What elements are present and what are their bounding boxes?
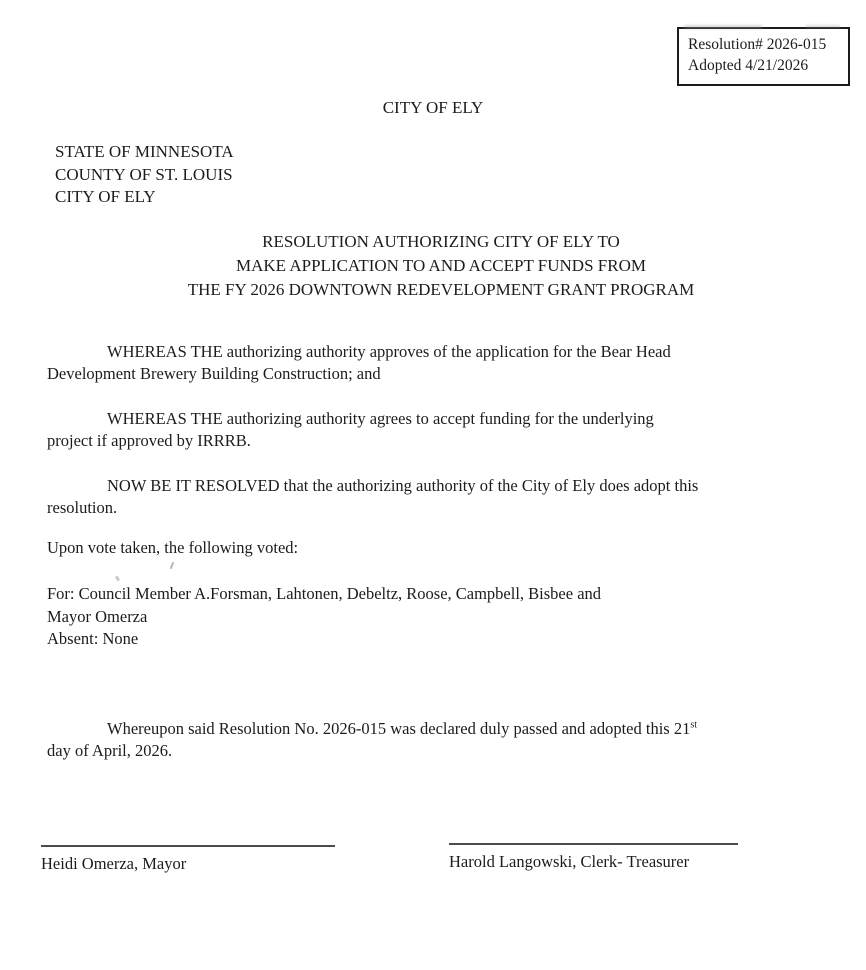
- paragraph-line: Development Brewery Building Construction; and: [47, 364, 381, 383]
- paragraph-line: resolution.: [47, 498, 118, 517]
- scan-artifact: [170, 562, 174, 569]
- resolution-stamp-box: [677, 27, 850, 86]
- stamp-adopted-date: Adopted 4/21/2026: [688, 57, 809, 74]
- paragraph-vote-results: [47, 583, 601, 651]
- document-title: CITY OF ELY: [382, 98, 484, 117]
- jurisdiction-state: STATE OF MINNESOTA: [55, 142, 234, 161]
- vote-for-line: Mayor Omerza: [47, 606, 148, 626]
- paragraph-whereas-2: [47, 408, 654, 452]
- paragraph-whereas-1: [47, 341, 671, 385]
- paragraph-vote-intro: Upon vote taken, the following voted:: [47, 538, 299, 557]
- paragraph-line: WHEREAS THE authorizing authority approves of the application for the Bear Head: [107, 342, 671, 361]
- resolution-title-line: RESOLUTION AUTHORIZING CITY OF ELY TO: [262, 232, 620, 251]
- resolution-title-line: THE FY 2026 DOWNTOWN REDEVELOPMENT GRANT PROGRAM: [187, 280, 695, 299]
- ordinal-superscript: st: [690, 719, 698, 731]
- stamp-resolution-number: Resolution# 2026-015: [688, 36, 827, 53]
- jurisdiction-block: [55, 141, 234, 209]
- scan-artifact: [115, 576, 120, 582]
- paragraph-adoption: [47, 718, 697, 762]
- scan-smudge: [806, 25, 840, 28]
- vote-for-line: For: Council Member A.Forsman, Lahtonen, Debeltz, Roose, Campbell, Bisbee and: [47, 584, 602, 603]
- vote-absent-line: Absent: None: [47, 629, 139, 648]
- jurisdiction-city: CITY OF ELY: [55, 187, 156, 206]
- signature-mayor-name: Heidi Omerza, Mayor: [41, 854, 187, 873]
- paragraph-line: NOW BE IT RESOLVED that the authorizing authority of the City of Ely does adopt this: [107, 476, 699, 495]
- signature-clerk-name: Harold Langowski, Clerk- Treasurer: [449, 852, 690, 871]
- scan-smudge: [684, 25, 762, 29]
- signature-clerk-treasurer: [449, 843, 738, 872]
- paragraph-line: [47, 718, 697, 740]
- jurisdiction-county: COUNTY OF ST. LOUIS: [55, 164, 233, 184]
- paragraph-line: project if approved by IRRRB.: [47, 431, 251, 450]
- resolution-title-line: MAKE APPLICATION TO AND ACCEPT FUNDS FROM: [236, 256, 646, 275]
- resolution-title: [8, 230, 866, 302]
- adoption-text: Whereupon said Resolution No. 2026-015 was declared duly passed and adopted this 21: [107, 719, 691, 738]
- signature-mayor: [41, 845, 335, 874]
- paragraph-resolved: [47, 475, 698, 519]
- paragraph-line: day of April, 2026.: [47, 741, 173, 760]
- paragraph-line: WHEREAS THE authorizing authority agrees to accept funding for the underlying: [107, 409, 654, 428]
